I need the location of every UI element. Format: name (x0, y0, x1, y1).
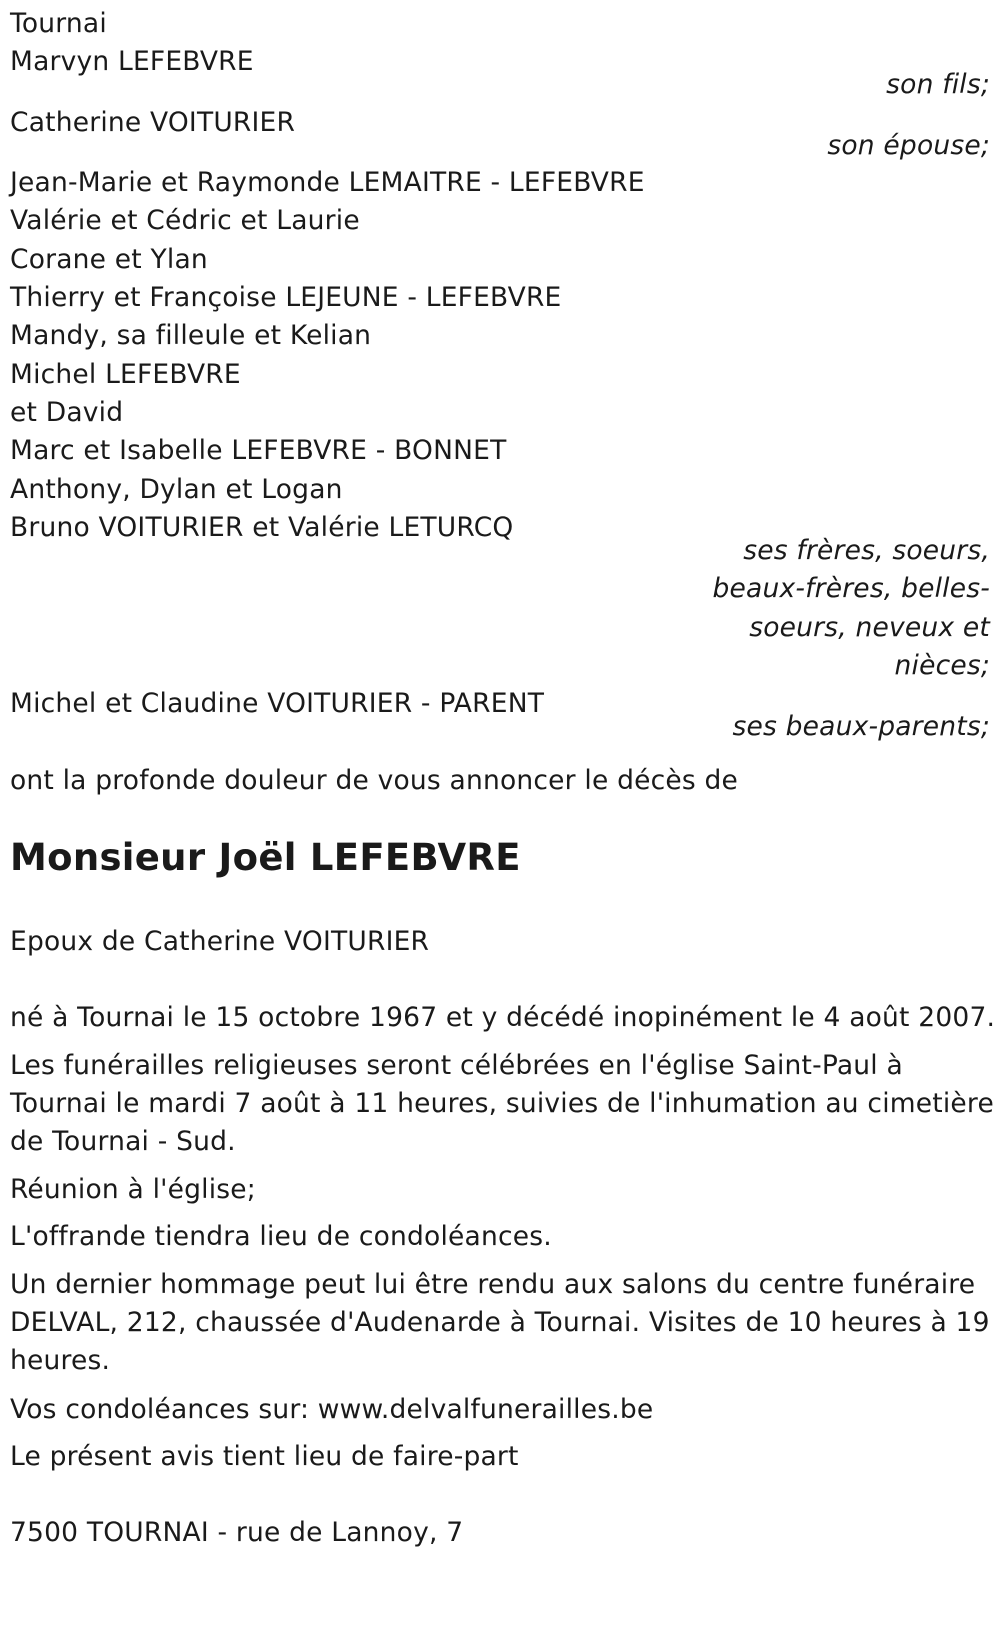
sibling-line: Michel LEFEBVRE (10, 359, 241, 390)
spouse-line: Epoux de Catherine VOITURIER (10, 926, 430, 957)
son-role: son fils; (886, 69, 990, 100)
city: Tournai (10, 8, 107, 39)
parents-in-law-role: ses beaux-parents; (732, 711, 990, 742)
siblings-role-line: ses frères, soeurs, (743, 535, 990, 566)
tribute-line: DELVAL, 212, chaussée d'Audenarde à Tournai. Visites de 10 heures à 19 (10, 1307, 990, 1338)
funeral-line: Les funérailles religieuses seront célébrées en l'église Saint-Paul à (10, 1050, 903, 1081)
funeral-line: de Tournai - Sud. (10, 1126, 236, 1157)
siblings-role-line: soeurs, neveux et (749, 612, 990, 643)
reunion: Réunion à l'église; (10, 1174, 256, 1205)
offering: L'offrande tiendra lieu de condoléances. (10, 1221, 552, 1252)
notice: Le présent avis tient lieu de faire-part (10, 1441, 519, 1472)
birth-death: né à Tournai le 15 octobre 1967 et y décédé inopinément le 4 août 2007. (10, 1002, 996, 1033)
deceased-name: Monsieur Joël LEFEBVRE (10, 836, 521, 879)
son-name: Marvyn LEFEBVRE (10, 46, 254, 77)
sibling-line: Valérie et Cédric et Laurie (10, 205, 360, 236)
spouse-role: son épouse; (827, 130, 990, 161)
parents-in-law: Michel et Claudine VOITURIER - PARENT (10, 688, 545, 719)
siblings-role-line: nièces; (894, 650, 990, 681)
sibling-line: Mandy, sa filleule et Kelian (10, 320, 372, 351)
funeral-line: Tournai le mardi 7 août à 11 heures, suivies de l'inhumation au cimetière (10, 1088, 994, 1119)
spouse-name: Catherine VOITURIER (10, 107, 296, 138)
address: 7500 TOURNAI - rue de Lannoy, 7 (10, 1517, 464, 1548)
sibling-line: Corane et Ylan (10, 244, 208, 275)
siblings-role-line: beaux-frères, belles- (712, 573, 990, 604)
tribute-line: Un dernier hommage peut lui être rendu aux salons du centre funéraire (10, 1269, 976, 1300)
announcement: ont la profonde douleur de vous annoncer le décès de (10, 765, 739, 796)
sibling-line: Thierry et Françoise LEJEUNE - LEFEBVRE (10, 282, 562, 313)
sibling-line: Jean-Marie et Raymonde LEMAITRE - LEFEBVRE (10, 167, 645, 198)
tribute-line: heures. (10, 1345, 111, 1376)
condolences-website: Vos condoléances sur: www.delvalfunerailles.be (10, 1394, 654, 1425)
sibling-line: Bruno VOITURIER et Valérie LETURCQ (10, 512, 514, 543)
sibling-line: Marc et Isabelle LEFEBVRE - BONNET (10, 435, 507, 466)
sibling-line: et David (10, 397, 124, 428)
sibling-line: Anthony, Dylan et Logan (10, 474, 343, 505)
